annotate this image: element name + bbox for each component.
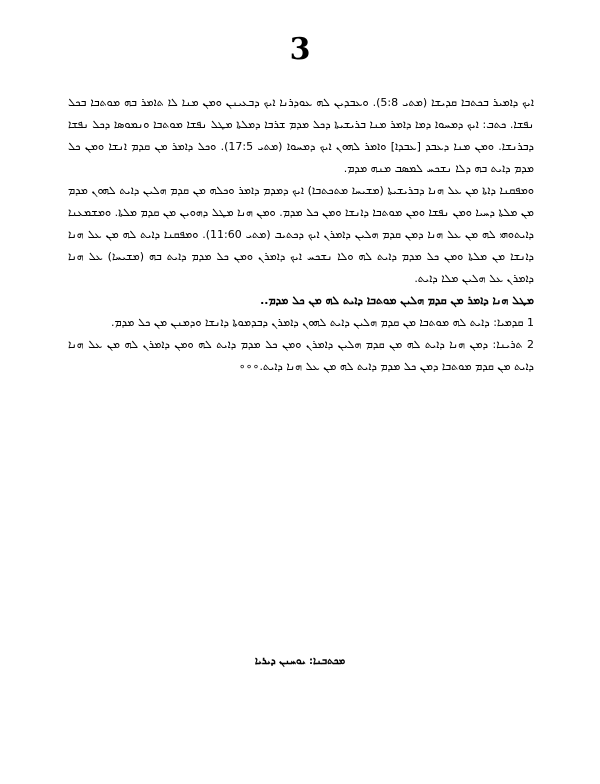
document-body [68,92,534,378]
list-item-number: 1 [527,316,534,329]
paragraph-1: ܐܝܟ ܕܐܡܝܪ ܒܟܬܒܐ ܩܕܝܫܐ (ܡܬܝ 5:8). ܘܥܒܕܝܢ ܠܗ ܥܘܕܪܢܐ ܐܝܟ ܕܒܥܝܢܢ ܘܡܢ ܡܢܐ ܠܐ ܬܐܡܪ ܒܗ ܡܘܬܒܐ ܒܟܠ ܢܦܫܐ. ܟܬܒ: ܐܝܟ ܕܡܚܘܐ ܕܡܐ ܕܐܡܪ ܡܢܐ ܒܪܝܫܝܬܐ ܕܟܠ ܡܕܡ ܫܪܒܐ ܕܡܠܬܐ ܡܛܠ ܢܦܫܐ ܡܘܬܒܐ ܘܢܡܘܣܐ ܕܟܠ ܢܦܫܐ ܕܒܪܢܫܐ. ܘܡܢ ܡܢܐ ܕܥܒܕ [ܥܒܕܐ] ܘܐܡܪ ܠܗܘܢ ܐܝܟ ܕܡܚܘܐ (ܡܬܝ 17:5). ܘܟܠ ܕܐܡܪ ܡܢ ܩܕܡ ܐܢܫܐ ܘܡܢ ܟܠ ܡܕܡ ܕܐܝܬ ܒܗ ܕܠܐ ܢܫܟܚ ܠܡܣܒ ܡܢܗ ܡܕܡ. [68,96,534,175]
signature: ܡܟܬܒܢܐ: ܝܘܚܢܢ ܕܝܪܝܐ [254,656,346,667]
list-item-text: ܬܪܝܢܐ: ܕܡܢ ܗܢܐ ܕܐܝܬ ܠܗ ܡܢ ܩܕܡ ܗܠܝܢ ܕܐܡܪܢ ܘܡܢ ܟܠ ܡܕܡ ܕܐܝܬ ܠܗ ܘܡܢ ܕܐܡܪܢ ܠܗ ܡܢ ܥܠ ܗܢܐ ܕܐܝܬ ܡܢ ܩܕܡ ܡܘܬܒܐ ܕܡܢ ܟܠ ܡܕܡ ܕܐܝܬ ܠܗ ܡܢ ܥܠ ܗܢܐ ܕܐܝܬ.∘∘∘ [68,338,534,373]
page-number: 3 [289,32,311,67]
list-item [68,334,534,378]
list-item [68,312,534,334]
section-heading: ܡܛܠ ܗܢܐ ܕܐܡܪ ܡܢ ܩܕܡ ܗܠܝܢ ܡܘܬܒܐ ܕܐܝܬ ܠܗ ܡܢ ܟܠ ܡܕܡ.. [260,294,534,307]
list-item-number: 2 [527,338,535,351]
paragraph-2: ܘܡܦܩܢܐ ܕܐܬܐ ܡܢ ܥܠ ܗܢܐ ܕܒܪܝܫܝܬܐ (ܡܫܝܚܐ ܡܬܟܬܒܐ) ܐܝܟ ܕܡܕܡ ܕܐܡܪ ܘܟܠܗ ܡܢ ܩܕܡ ܗܠܝܢ ܕܐܝܬ ܠܗܘܢ ܡܕܡ ܡܢ ܡܠܬܐ ܕܚܝܐ ܘܡܢ ܢܦܫܐ ܘܡܢ ܡܘܬܒܐ ܕܐܢܫܐ ܘܡܢ ܟܠ ܡܕܡ. ܘܡܢ ܗܢܐ ܡܛܠ ܕܗܘܝܢ ܡܢ ܩܕܡ ܡܠܬܐ. ܘܡܫܡܥܢܐ ܕܐܝܬܘܗܝ ܠܗ ܡܢ ܥܠ ܗܢܐ ܕܡܢ ܩܕܡ ܗܠܝܢ ܕܐܡܪܢ ܐܝܟ ܕܟܬܝܒ (ܡܬܝ 11:60). ܘܡܦܩܢܐ ܕܐܝܬ ܠܗ ܡܢ ܥܠ ܗܢܐ ܕܐܢܫܐ ܡܢ ܡܠܬܐ ܘܡܢ ܟܠ ܡܕܡ ܕܐܝܬ ܠܗ ܘܠܐ ܢܫܟܚ ܐܝܟ ܕܐܡܪܢ ܘܡܢ ܟܠ ܡܕܡ ܕܐܝܬ ܒܗ (ܡܫܝܚܐ) ܥܠ ܗܢܐ ܕܐܡܪܢ ܥܠ ܗܠܝܢ ܡܠܐ ܕܐܝܬ. [68,184,534,285]
list-item-text: ܩܕܡܝܐ: ܕܐܝܬ ܠܗ ܡܘܬܒܐ ܡܢ ܩܕܡ ܗܠܝܢ ܕܐܝܬ ܠܗܘܢ ܕܐܡܪܢ ܕܒܕܡܘܬܐ ܕܐܢܫܐ ܘܕܡܢܢ ܡܢ ܟܠ ܡܕܡ. [111,316,524,329]
